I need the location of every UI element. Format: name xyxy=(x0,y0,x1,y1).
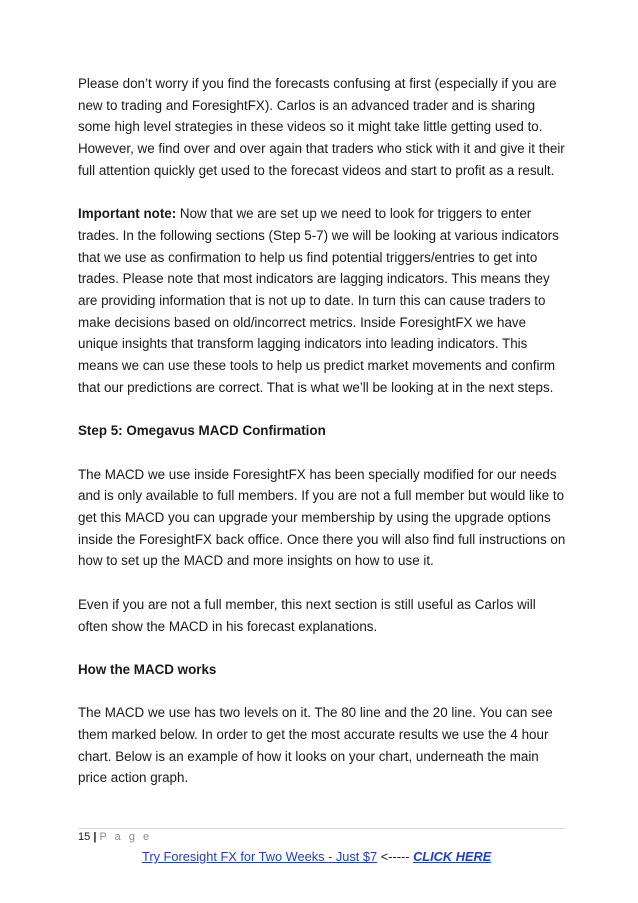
paragraph-macd-intro: The MACD we use inside ForesightFX has been specially modified for our needs and is only available to full members. If you are not a full member but would like to get this MACD you can upgrade your membership by using the upgrade options inside the ForesightFX back office. Once there you will also find full instructions on how to set up the MACD and more insights on how to use it. xyxy=(78,466,566,569)
promo-arrow: <----- xyxy=(377,849,414,864)
paragraph-non-member: Even if you are not a full member, this next section is still useful as Carlos will often show the MACD in his forecast explanations. xyxy=(78,596,536,634)
important-note-text: Now that we are set up we need to look for triggers to enter trades. In the following sections (Step 5-7) we will be looking at various indicators that we use as confirmation to help us find potential triggers/entries to get into trades. Please note that most indicators are lagging indicators. This means they are providing information that is not up to date. In turn this can cause traders to make decisions based on old/incorrect metrics. Inside ForesightFX we have unique insights that transform lagging indicators into leading indicators. This means we can use these tools to help us predict market movements and confirm that our predictions are correct. That is what we’ll be looking at in the next steps. xyxy=(78,206,559,395)
promo-line xyxy=(142,849,491,864)
paragraph-macd-levels: The MACD we use has two levels on it. The 80 line and the 20 line. You can see them marked below. In order to get the most accurate results we use the 4 hour chart. Below is an example of how it looks on your chart, underneath the main price action graph. xyxy=(78,705,553,786)
click-here-link[interactable]: CLICK HERE xyxy=(413,849,492,864)
page-number-separator: | xyxy=(93,831,97,843)
paragraph-intro: Please don’t worry if you find the forecasts confusing at first (especially if you are new to trading and ForesightFX). Carlos is an advanced trader and is sharing some high level strategies in these videos so it might take little getting used to. However, we find over and over again that traders who stick with it and give it their full attention quickly get used to the forecast videos and start to profit as a result. xyxy=(78,76,565,178)
footer-divider xyxy=(78,828,565,829)
page-number-value: 15 xyxy=(78,831,91,843)
page-content xyxy=(78,73,568,811)
section-heading-step5: Step 5: Omegavus MACD Confirmation xyxy=(78,423,326,439)
page-label: P a g e xyxy=(99,831,152,843)
trial-link[interactable]: Try Foresight FX for Two Weeks - Just $7 xyxy=(142,849,378,864)
page-number xyxy=(78,831,152,843)
important-note-label: Important note: xyxy=(78,206,177,222)
paragraph-important-note xyxy=(78,203,568,398)
section-heading-macd-works: How the MACD works xyxy=(78,661,217,677)
